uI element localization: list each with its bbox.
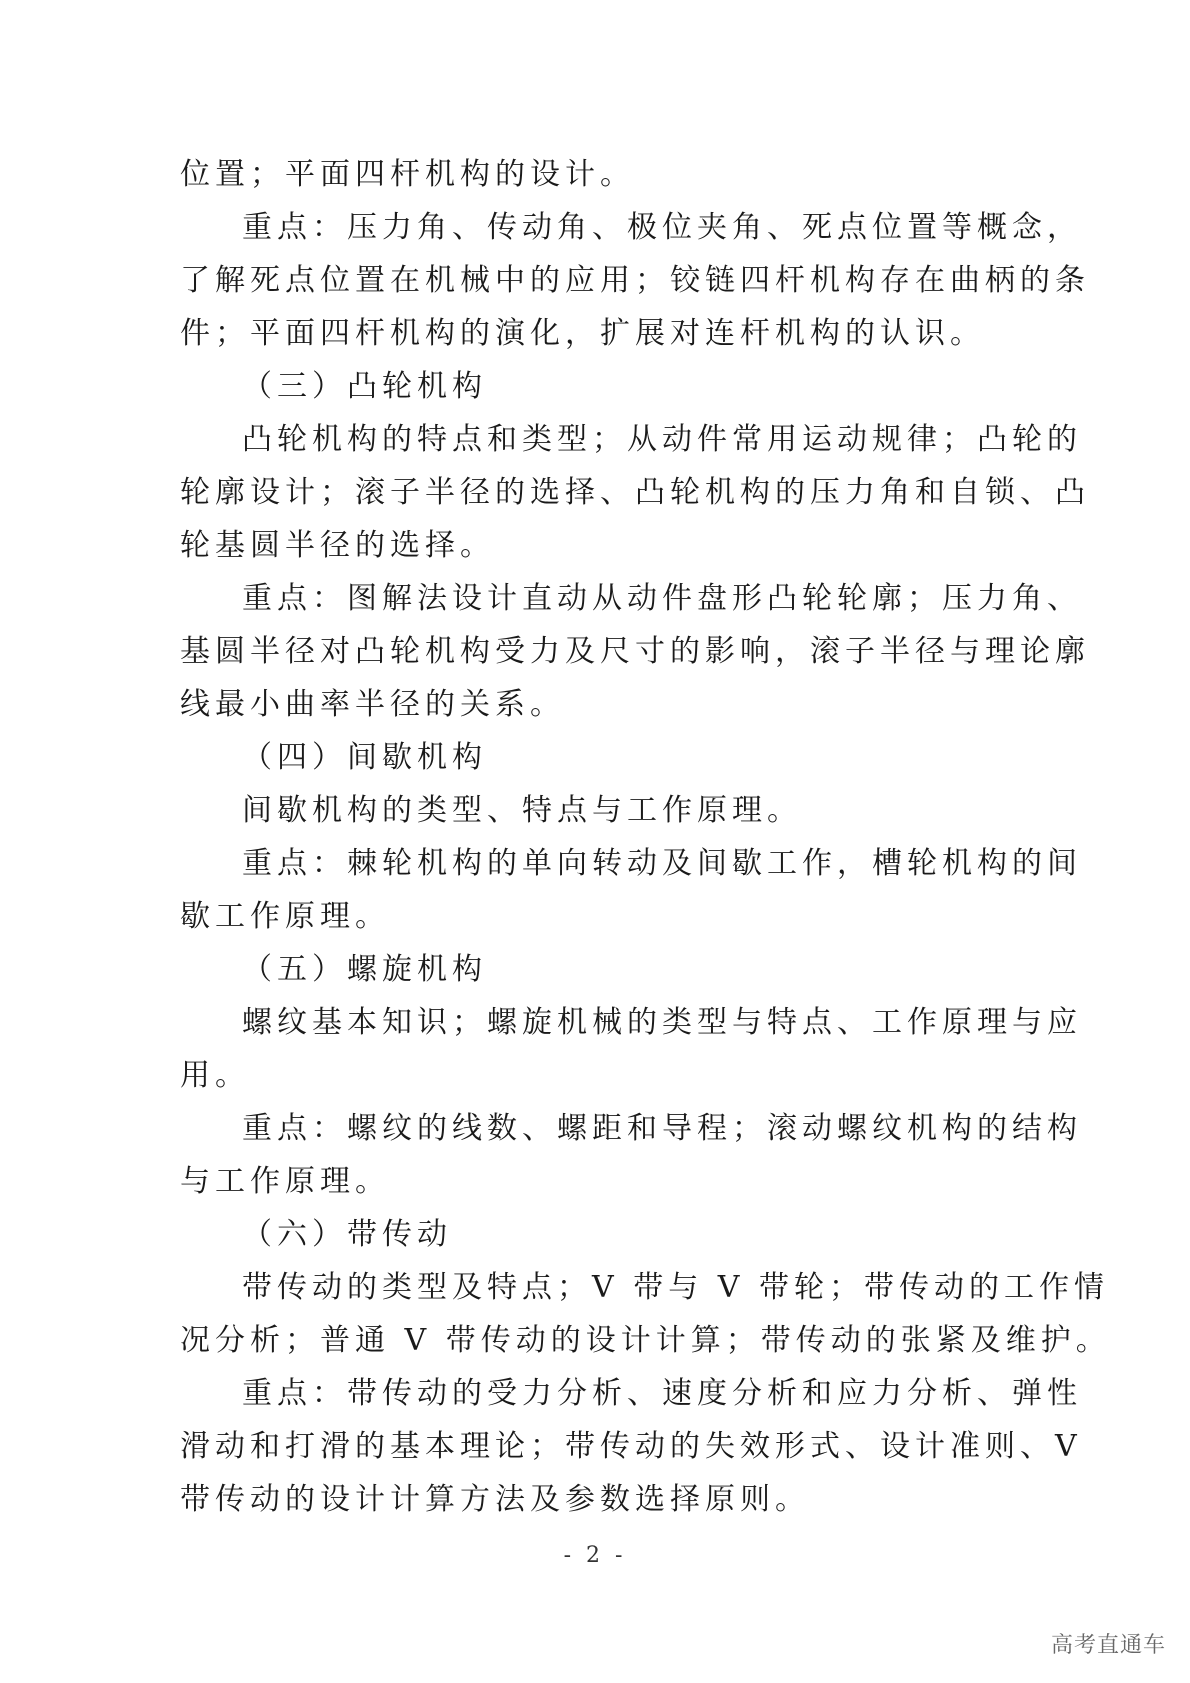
text-line: 与工作原理。 (180, 1164, 390, 1199)
text-line: 重点：压力角、传动角、极位夹角、死点位置等概念， (242, 210, 1082, 245)
text-line: 重点：螺纹的线数、螺距和导程；滚动螺纹机构的结构 (242, 1111, 1082, 1146)
section-heading: （四）间歇机构 (242, 740, 487, 775)
watermark-text: 高考直通车 (1050, 1633, 1166, 1658)
text-line: 位置；平面四杆机构的设计。 (180, 157, 635, 192)
section-heading: （三）凸轮机构 (242, 369, 487, 404)
text-line: 间歇机构的类型、特点与工作原理。 (242, 793, 802, 828)
text-line: 轮廓设计；滚子半径的选择、凸轮机构的压力角和自锁、凸 (180, 475, 1090, 510)
text-line: 带传动的设计计算方法及参数选择原则。 (180, 1482, 810, 1517)
text-line: 带传动的类型及特点；V 带与 V 带轮；带传动的工作情 (242, 1270, 1109, 1305)
text-line: 重点：图解法设计直动从动件盘形凸轮轮廓；压力角、 (242, 581, 1082, 616)
text-line: 线最小曲率半径的关系。 (180, 687, 565, 722)
text-line: 件；平面四杆机构的演化，扩展对连杆机构的认识。 (180, 316, 985, 351)
page-number: - 2 - (563, 1543, 627, 1568)
section-heading: （五）螺旋机构 (242, 952, 487, 987)
body-text (180, 148, 1111, 1526)
section-heading: （六）带传动 (242, 1217, 452, 1252)
text-line: 况分析；普通 V 带传动的设计计算；带传动的张紧及维护。 (180, 1323, 1111, 1358)
text-line: 轮基圆半径的选择。 (180, 528, 495, 563)
text-line: 歇工作原理。 (180, 899, 390, 934)
text-line: 重点：棘轮机构的单向转动及间歇工作，槽轮机构的间 (242, 846, 1082, 881)
text-line: 滑动和打滑的基本理论；带传动的失效形式、设计准则、V (180, 1429, 1082, 1464)
text-line: 用。 (180, 1058, 250, 1093)
text-line: 螺纹基本知识；螺旋机械的类型与特点、工作原理与应 (242, 1005, 1082, 1040)
text-line: 凸轮机构的特点和类型；从动件常用运动规律；凸轮的 (242, 422, 1082, 457)
text-line: 了解死点位置在机械中的应用；铰链四杆机构存在曲柄的条 (180, 263, 1090, 298)
text-line: 基圆半径对凸轮机构受力及尺寸的影响，滚子半径与理论廓 (180, 634, 1090, 669)
text-line: 重点：带传动的受力分析、速度分析和应力分析、弹性 (242, 1376, 1082, 1411)
